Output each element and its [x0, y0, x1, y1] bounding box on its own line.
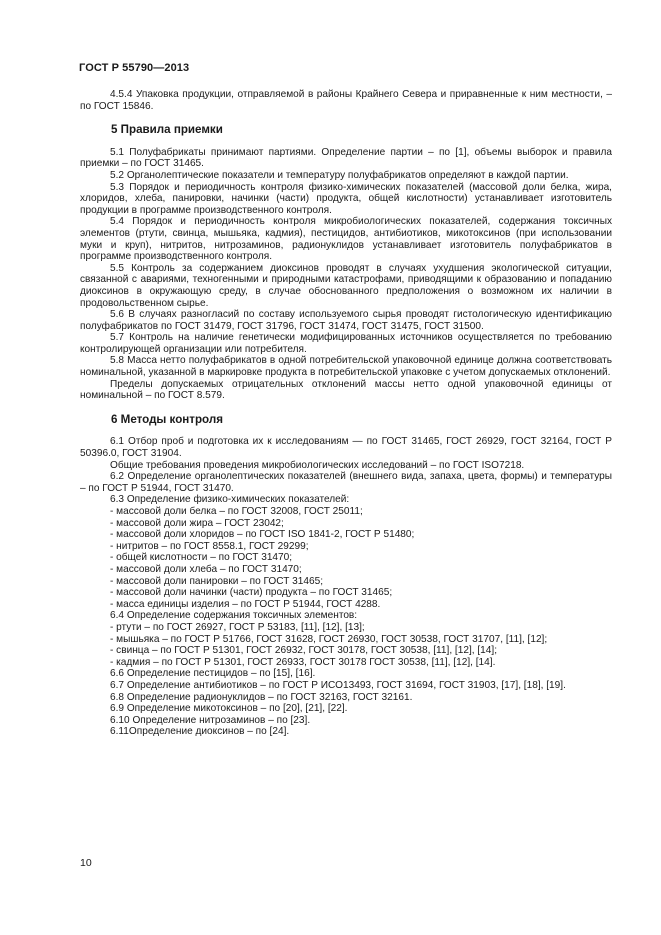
- paragraph-6-9: 6.9 Определение микотоксинов – по [20], [21], [22].: [110, 703, 348, 715]
- section-5-heading: 5 Правила приемки: [111, 123, 223, 137]
- paragraph-6-10: 6.10 Определение нитрозаминов – по [23].: [110, 714, 311, 726]
- document-header: ГОСТ Р 55790—2013: [79, 62, 190, 74]
- paragraph-5-8-limits: Пределы допускаемых отрицательных отклонений массы нетто одной упаковочной единицы от номинальной – по ГОСТ 8.579.: [80, 378, 612, 402]
- paragraph-6-7: 6.7 Определение антибиотиков – по ГОСТ Р ИСО13493, ГОСТ 31694, ГОСТ 31903, [17], [18], [19].: [110, 679, 566, 691]
- paragraph-6-1: 6.1 Отбор проб и подготовка их к исследованиям — по ГОСТ 31465, ГОСТ 26929, ГОСТ 32164, ГОСТ Р 50396.0, ГОСТ 31904.: [80, 436, 612, 460]
- paragraph-6-1-general: Общие требования проведения микробиологических исследований – по ГОСТ ISO7218.: [110, 459, 525, 471]
- list-item: - массовой доли жира – ГОСТ 23042;: [110, 517, 284, 529]
- list-item: - свинца – по ГОСТ Р 51301, ГОСТ 26932, ГОСТ 30178, ГОСТ 30538, [11], [12], [14];: [110, 645, 498, 657]
- paragraph-6-3: 6.3 Определение физико-химических показателей:: [110, 494, 350, 506]
- paragraph-6-4: 6.4 Определение содержания токсичных элементов:: [110, 610, 358, 622]
- paragraph-5-5: 5.5 Контроль за содержанием диоксинов проводят в случаях ухудшения экологической ситуации, связанной с авариями, техногенными и природными катастрофами, приводящими к образованию и попаданию диоксинов в окружающую среду, в случае обоснованного предположения о возможном их наличии в продовольственном сырье.: [80, 262, 612, 309]
- paragraph-5-1: 5.1 Полуфабрикаты принимают партиями. Определение партии – по [1], объемы выборок и правила приемки – по ГОСТ 31465.: [80, 146, 612, 170]
- paragraph-5-4: 5.4 Порядок и периодичность контроля микробиологических показателей, содержания токсичных элементов (ртути, свинца, мышьяка, кадмия), пестицидов, антибиотиков, микотоксинов (при использовании муки и круп), нитритов, нитрозаминов, радионуклидов устанавливает изготовитель полуфабрикатов в программе производственного контроля.: [80, 216, 612, 263]
- list-item: - нитритов – по ГОСТ 8558.1, ГОСТ 29299;: [110, 540, 309, 552]
- paragraph-5-3: 5.3 Порядок и периодичность контроля физико-химических показателей (массовой доли белка, жира, хлоридов, хлеба, панировки, начинки (части) продукта, общей кислотности) устанавливает изготовитель продукции в программе производственного контроля.: [80, 181, 612, 216]
- list-6-4: [80, 622, 612, 668]
- list-item: - массовой доли хлоридов – по ГОСТ ISO 1841-2, ГОСТ Р 51480;: [110, 529, 415, 541]
- paragraph-6-8: 6.8 Определение радионуклидов – по ГОСТ 32163, ГОСТ 32161.: [110, 691, 413, 703]
- list-item: - мышьяка – по ГОСТ Р 51766, ГОСТ 31628, ГОСТ 26930, ГОСТ 30538, ГОСТ 31707, [11], [12];: [110, 633, 548, 645]
- section-6-heading: 6 Методы контроля: [111, 412, 223, 426]
- list-item: - ртути – по ГОСТ 26927, ГОСТ Р 53183, [11], [12], [13];: [110, 621, 365, 633]
- list-item: - массовой доли белка – по ГОСТ 32008, ГОСТ 25011;: [110, 506, 363, 517]
- list-item: - масса единицы изделия – по ГОСТ Р 51944, ГОСТ 4288.: [110, 598, 381, 610]
- paragraph-6-6: 6.6 Определение пестицидов – по [15], [16].: [110, 668, 316, 680]
- paragraph-6-2: 6.2 Определение органолептических показателей (внешнего вида, запаха, цвета, формы) и температуры – по ГОСТ Р 51944, ГОСТ 31470.: [80, 471, 612, 494]
- list-item: - массовой доли начинки (части) продукта – по ГОСТ 31465;: [110, 587, 393, 599]
- list-item: - массовой доли панировки – по ГОСТ 31465;: [110, 575, 324, 587]
- paragraph-5-7: 5.7 Контроль на наличие генетически модифицированных источников осуществляется по требованию контролирующей организации или потребителя.: [80, 332, 612, 355]
- paragraph-5-6: 5.6 В случаях разногласий по составу используемого сырья проводят гистологическую идентификацию полуфабрикатов по ГОСТ 31479, ГОСТ 31796, ГОСТ 31474, ГОСТ 31475, ГОСТ 31500.: [80, 309, 612, 332]
- paragraph-5-8: 5.8 Масса нетто полуфабрикатов в одной потребительской упаковочной единице должна соответствовать номинальной, указанной в маркировке продукта в потребительской упаковке с учетом допускаемых отклонений.: [80, 355, 612, 379]
- paragraph-5-2: 5.2 Органолептические показатели и температуру полуфабрикатов определяют в каждой партии.: [110, 169, 569, 181]
- paragraph-6-11: 6.11Определение диоксинов – по [24].: [110, 726, 290, 738]
- list-item: - общей кислотности – по ГОСТ 31470;: [110, 552, 293, 564]
- document-body: [80, 89, 612, 738]
- page-number: 10: [80, 857, 92, 869]
- paragraph-4-5-4: 4.5.4 Упаковка продукции, отправляемой в районы Крайнего Севера и приравненные к ним местности, – по ГОСТ 15846.: [80, 89, 612, 112]
- list-6-3: [80, 506, 612, 610]
- list-item: - массовой доли хлеба – по ГОСТ 31470;: [110, 563, 302, 575]
- list-item: - кадмия – по ГОСТ Р 51301, ГОСТ 26933, ГОСТ 30178 ГОСТ 30538, [11], [12], [14].: [110, 656, 496, 668]
